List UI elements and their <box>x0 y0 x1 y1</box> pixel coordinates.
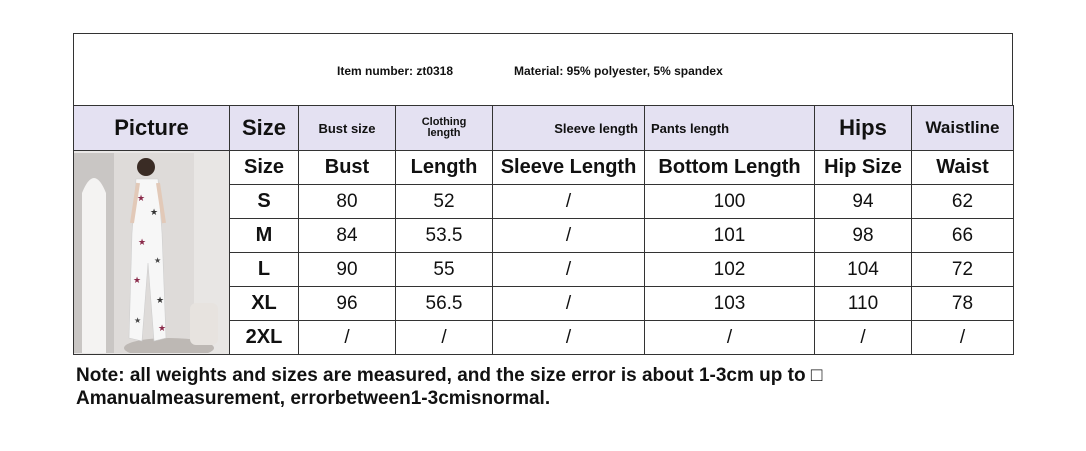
waist-cell: 78 <box>912 287 1014 321</box>
length-cell: 56.5 <box>396 287 493 321</box>
length-cell: / <box>396 321 493 355</box>
svg-text:★: ★ <box>134 315 142 325</box>
size-cell: L <box>230 253 299 287</box>
bottom-cell: / <box>645 321 815 355</box>
col-header-picture: Picture <box>74 106 230 151</box>
bottom-cell: 103 <box>645 287 815 321</box>
hip-cell: 104 <box>815 253 912 287</box>
length-cell: 55 <box>396 253 493 287</box>
bottom-cell: 100 <box>645 185 815 219</box>
length-cell: 53.5 <box>396 219 493 253</box>
subheader-hip-size: Hip Size <box>815 151 912 185</box>
svg-text:★: ★ <box>133 274 142 285</box>
subheader-bust: Bust <box>299 151 396 185</box>
bottom-cell: 102 <box>645 253 815 287</box>
col-header-bust: Bust size <box>299 106 396 151</box>
size-cell: M <box>230 219 299 253</box>
svg-text:★: ★ <box>150 206 159 217</box>
waist-cell: 72 <box>912 253 1014 287</box>
product-photo <box>74 153 229 353</box>
size-cell: XL <box>230 287 299 321</box>
measurement-note <box>76 364 1036 410</box>
waist-cell: / <box>912 321 1014 355</box>
waist-cell: 66 <box>912 219 1014 253</box>
note-line-1: Note: all weights and sizes are measured, and the size error is about 1-3cm up to □ <box>76 365 823 386</box>
sleeve-cell: / <box>493 185 645 219</box>
subheader-length: Length <box>396 151 493 185</box>
svg-text:★: ★ <box>156 294 165 305</box>
hip-cell: 98 <box>815 219 912 253</box>
sleeve-cell: / <box>493 287 645 321</box>
hip-cell: / <box>815 321 912 355</box>
bust-cell: 80 <box>299 185 396 219</box>
sleeve-cell: / <box>493 219 645 253</box>
svg-text:★: ★ <box>154 255 162 265</box>
subheader-waist: Waist <box>912 151 1014 185</box>
subheader-row <box>74 151 1014 185</box>
item-number: Item number: zt0318 <box>337 64 454 78</box>
svg-text:★: ★ <box>138 236 147 247</box>
length-cell: 52 <box>396 185 493 219</box>
size-cell: S <box>230 185 299 219</box>
waist-cell: 62 <box>912 185 1014 219</box>
note-line-2: Amanualmeasurement, errorbetween1-3cmisnormal. <box>76 388 551 409</box>
bust-cell: 96 <box>299 287 396 321</box>
col-header-hips: Hips <box>815 106 912 151</box>
col-header-waistline: Waistline <box>912 106 1014 151</box>
col-header-size: Size <box>230 106 299 151</box>
bottom-cell: 101 <box>645 219 815 253</box>
clothing-length-label: Clothing length <box>421 116 467 139</box>
sleeve-cell: / <box>493 321 645 355</box>
title-box <box>73 33 1013 105</box>
hip-cell: 110 <box>815 287 912 321</box>
bust-cell: 84 <box>299 219 396 253</box>
bust-cell: / <box>299 321 396 355</box>
bust-cell: 90 <box>299 253 396 287</box>
product-picture <box>74 151 230 355</box>
subheader-sleeve-length: Sleeve Length <box>493 151 645 185</box>
size-cell: 2XL <box>230 321 299 355</box>
header-row <box>74 106 1014 151</box>
col-header-clothing-length <box>396 106 493 151</box>
col-header-sleeve: Sleeve length <box>493 106 645 151</box>
svg-text:★: ★ <box>137 192 146 203</box>
hip-cell: 94 <box>815 185 912 219</box>
material: Material: 95% polyester, 5% spandex <box>514 64 723 78</box>
sleeve-cell: / <box>493 253 645 287</box>
subheader-size: Size <box>230 151 299 185</box>
size-table <box>73 105 1014 355</box>
col-header-pants: Pants length <box>645 106 815 151</box>
subheader-bottom-length: Bottom Length <box>645 151 815 185</box>
svg-text:★: ★ <box>158 322 167 333</box>
